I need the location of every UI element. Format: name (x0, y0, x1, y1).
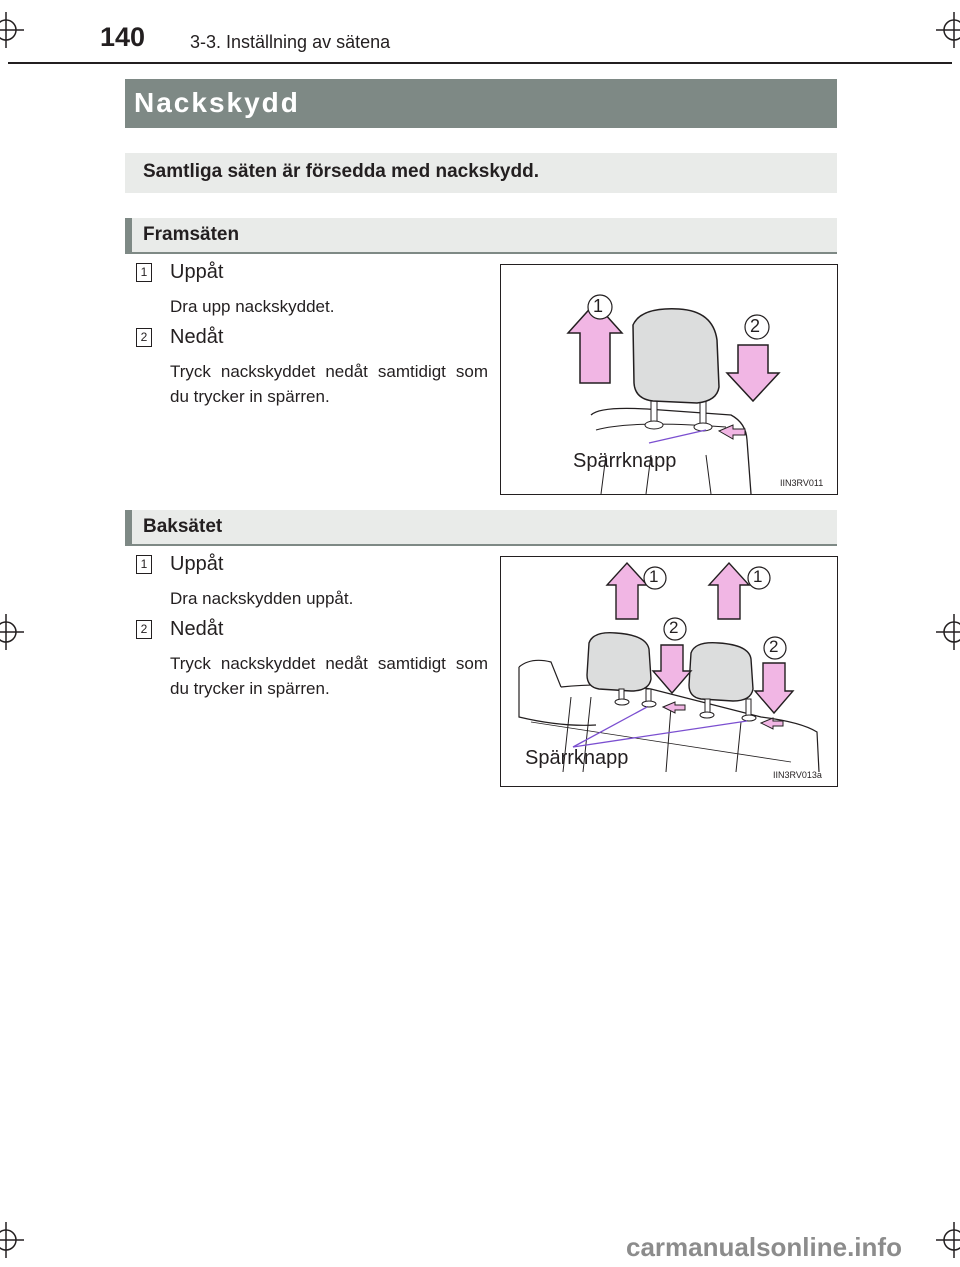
step-title: Uppåt (170, 261, 224, 283)
crop-mark-icon (0, 614, 24, 650)
step-number-badge: 1 (136, 263, 152, 282)
section-title: Framsäten (143, 224, 240, 245)
figure-marker: 1 (753, 567, 763, 586)
step-description: Tryck nackskyddet nedåt samtidigt som du trycker in spärren. (170, 362, 488, 406)
figure-rear-headrest (500, 556, 838, 787)
crop-mark-icon (936, 1222, 960, 1258)
chapter-title: 3-3. Inställning av sätena (190, 32, 391, 52)
step-number-badge: 2 (136, 620, 152, 639)
crop-mark-icon (936, 614, 960, 650)
figure-marker: 1 (649, 567, 659, 586)
intro-text: Samtliga säten är försedda med nackskydd. (143, 161, 539, 182)
figure-callout-label: Spärrknapp (573, 450, 677, 472)
step-number-badge: 2 (136, 328, 152, 347)
page-title: Nackskydd (134, 87, 300, 118)
crop-mark-icon (936, 12, 960, 48)
figure-front-headrest (500, 264, 838, 495)
figure-code: IIN3RV013a (773, 770, 822, 780)
figure-marker: 2 (669, 618, 679, 637)
section-heading-front (125, 218, 837, 254)
figure-marker: 2 (769, 637, 779, 656)
step-description: Dra upp nackskyddet. (170, 297, 335, 316)
figure-marker: 2 (750, 316, 761, 336)
figure-marker: 1 (593, 296, 604, 316)
watermark: carmanualsonline.info (626, 1232, 902, 1262)
step-number-badge: 1 (136, 555, 152, 574)
crop-mark-icon (0, 12, 24, 48)
step-description: Dra nackskydden uppåt. (170, 589, 354, 608)
step-description: Tryck nackskyddet nedåt samtidigt som du trycker in spärren. (170, 654, 488, 698)
figure-callout-label: Spärrknapp (525, 747, 629, 769)
crop-mark-icon (0, 1222, 24, 1258)
step-title: Nedåt (170, 326, 224, 348)
step-title: Uppåt (170, 553, 224, 575)
step-title: Nedåt (170, 618, 224, 640)
intro-box (125, 153, 837, 193)
section-title: Baksätet (143, 516, 223, 537)
section-heading-rear (125, 510, 837, 546)
page-number: 140 (100, 22, 146, 52)
page-title-bar (125, 79, 837, 128)
header-divider (8, 62, 952, 64)
figure-code: IIN3RV011 (780, 478, 824, 488)
